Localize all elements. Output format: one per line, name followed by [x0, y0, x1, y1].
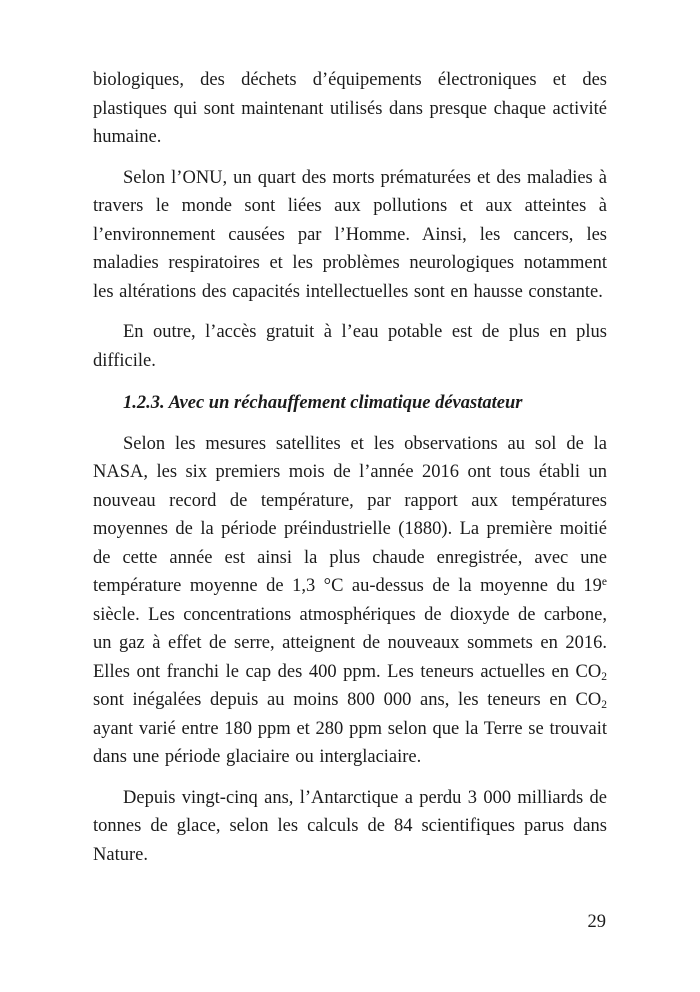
text-run: Selon les mesures satellites et les observations au sol de la NASA, les six premiers mois de l’année 2016 ont tous établi un nouveau record de température, par rapport aux températures moyennes de la période préindustrielle (1880). La première moitié de cette année est ainsi la plus chaude enregistrée, avec une température moyenne de 1,3 °C au-dessus de la moyenne du 19 — [93, 433, 607, 596]
paragraph — [93, 164, 607, 307]
text-run: Selon l’ONU, un quart des morts prématurées et des maladies à travers le monde sont liées aux pollutions et aux atteintes à l’environnement causées par l’Homme. Ainsi, les cancers, les maladies respiratoires et les problèmes neurologiques notamment les altérations des capacités intellectuelles sont en hausse constante. — [93, 167, 607, 302]
page-number: 29 — [587, 912, 606, 932]
page-body — [93, 66, 607, 869]
paragraph — [93, 318, 607, 375]
section-heading — [93, 389, 607, 418]
text-run-sup: e — [601, 576, 607, 588]
text-run-sub: 2 — [601, 670, 607, 683]
text-run: biologiques, des déchets d’équipements électroniques et des plastiques qui sont maintenant utilisés dans presque chaque activité humaine. — [93, 70, 607, 147]
text-run: En outre, l’accès gratuit à l’eau potable est de plus en plus difficile. — [93, 322, 607, 371]
text-run: Depuis vingt-cinq ans, l’Antarctique a perdu 3 000 milliards de tonnes de glace, selon les calculs de 84 scientifiques parus dans Nature. — [93, 787, 607, 865]
paragraph — [93, 430, 607, 772]
text-run-sub: 2 — [601, 699, 607, 711]
text-run: siècle. Les concentrations atmosphériques de dioxyde de carbone, un gaz à effet de serre, atteignent de nouveaux sommets en 2016. Elles ont franchi le cap des 400 ppm. Les teneurs actuelles en CO — [93, 604, 607, 682]
paragraph-continuation — [93, 66, 607, 152]
text-run: sont inégalées depuis au moins 800 000 ans, les teneurs en CO — [93, 690, 602, 710]
text-run: ayant varié entre 180 ppm et 280 ppm selon que la Terre se trouvait dans une période glaciaire ou interglaciaire. — [93, 718, 607, 767]
paragraph — [93, 784, 607, 870]
text-run: 1.2.3. Avec un réchauffement climatique dévastateur — [123, 393, 523, 413]
